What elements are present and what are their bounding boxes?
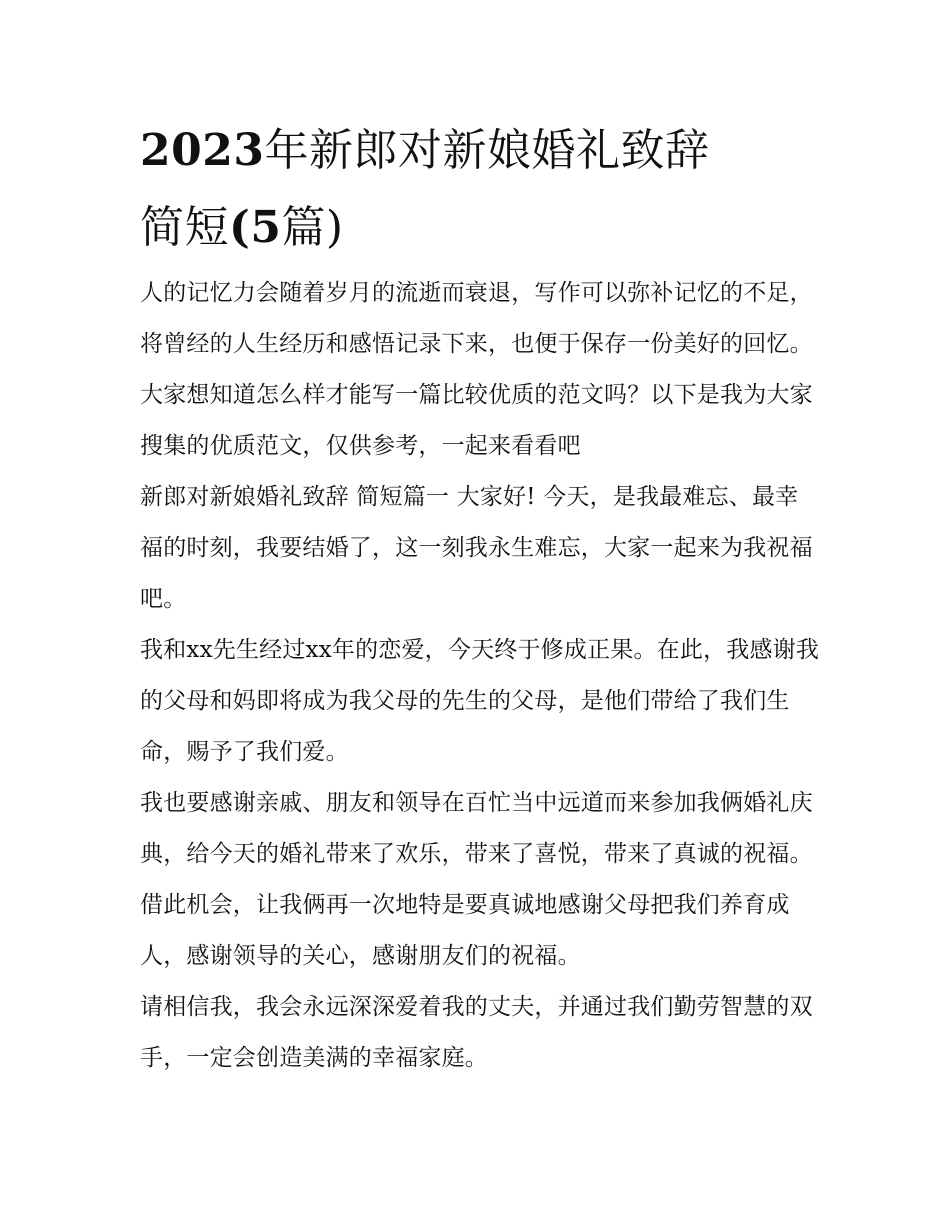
paragraph-thanks-guests: 我也要感谢亲戚、朋友和领导在百忙当中远道而来参加我俩婚礼庆典，给今天的婚礼带来了欢乐，带来了喜悦，带来了真诚的祝福。借此机会，让我俩再一次地特是要真诚地感谢父母把我们养育成人，感谢领导的关心，感谢朋友们的祝福。	[140, 790, 813, 969]
title-main-text: 年新郎对新娘婚礼致辞	[264, 125, 710, 176]
title-count: (5	[229, 202, 282, 253]
paragraph-greeting: 新郎对新娘婚礼致辞 简短篇一 大家好! 今天，是我最难忘、最幸福的时刻，我要结婚了，这一刻我永生难忘，大家一起来为我祝福吧。	[140, 484, 813, 612]
document-body	[140, 112, 820, 1084]
document-title	[140, 112, 820, 266]
title-year: 2023	[140, 125, 265, 176]
paragraph-promise: 请相信我，我会永远深深爱着我的丈夫，并通过我们勤劳智慧的双手，一定会创造美满的幸福家庭。	[140, 994, 813, 1071]
paragraph-thanks-parents: 我和xx先生经过xx年的恋爱，今天终于修成正果。在此，我感谢我的父母和妈即将成为我父母的先生的父母，是他们带给了我们生命，赐予了我们爱。	[140, 637, 820, 765]
title-line-1	[140, 125, 709, 176]
title-prefix: 简短	[140, 202, 229, 253]
title-line-2	[140, 202, 344, 253]
title-suffix: 篇)	[281, 202, 344, 253]
paragraph-intro: 人的记忆力会随着岁月的流逝而衰退，写作可以弥补记忆的不足，将曾经的人生经历和感悟记录下来，也便于保存一份美好的回忆。大家想知道怎么样才能写一篇比较优质的范文吗？以下是我为大家搜集的优质范文，仅供参考，一起来看看吧	[140, 280, 813, 459]
